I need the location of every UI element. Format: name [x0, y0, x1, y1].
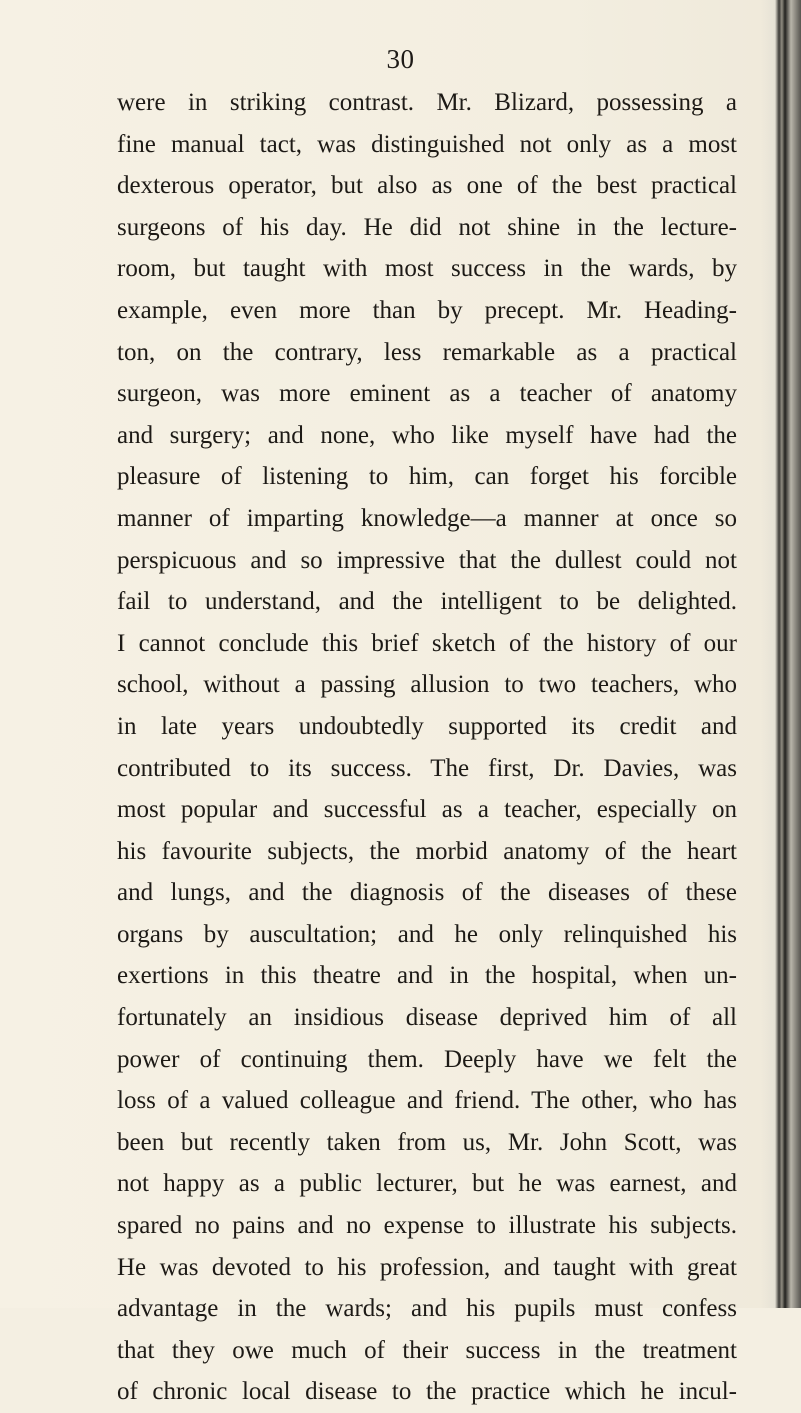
text-line: room, but taught with most success in the wards, by [117, 255, 737, 283]
page-number: 30 [386, 44, 415, 74]
text-line: dexterous operator, but also as one of the best practical [117, 172, 737, 200]
text-line: power of continuing them. Deeply have we felt the [117, 1045, 737, 1073]
body-text [117, 82, 737, 1413]
text-line: contributed to its success. The first, Dr. Davies, was [117, 754, 737, 782]
text-line: been but recently taken from us, Mr. John Scott, was [117, 1128, 737, 1156]
text-line: and lungs, and the diagnosis of the diseases of these [117, 879, 737, 907]
text-line: spared no pains and no expense to illustrate his subjects. [117, 1212, 737, 1240]
text-line: not happy as a public lecturer, but he was earnest, and [117, 1170, 737, 1198]
text-line: pleasure of listening to him, can forget his forcible [117, 463, 737, 491]
text-line: that they owe much of their success in the treatment [117, 1336, 737, 1364]
text-line: I cannot conclude this brief sketch of the history of our [117, 629, 737, 657]
text-line: fine manual tact, was distinguished not only as a most [117, 130, 737, 158]
text-line: exertions in this theatre and in the hospital, when un- [117, 962, 737, 990]
text-line: loss of a valued colleague and friend. The other, who has [117, 1087, 737, 1115]
text-line: He was devoted to his profession, and taught with great [117, 1253, 737, 1281]
text-line: of chronic local disease to the practice which he incul- [117, 1378, 737, 1406]
text-line: fail to understand, and the intelligent to be delighted. [117, 588, 737, 616]
text-line: manner of imparting knowledge—a manner at once so [117, 504, 737, 532]
text-line: his favourite subjects, the morbid anatomy of the heart [117, 837, 737, 865]
text-line: perspicuous and so impressive that the dullest could not [117, 546, 737, 574]
text-line: school, without a passing allusion to two teachers, who [117, 671, 737, 699]
page-edge-shadow [761, 0, 801, 1308]
text-line: surgeon, was more eminent as a teacher of anatomy [117, 380, 737, 408]
text-line: most popular and successful as a teacher, especially on [117, 796, 737, 824]
text-line: fortunately an insidious disease deprived him of all [117, 1004, 737, 1032]
text-line: in late years undoubtedly supported its credit and [117, 712, 737, 740]
text-line: and surgery; and none, who like myself have had the [117, 421, 737, 449]
text-line: example, even more than by precept. Mr. Heading- [117, 296, 737, 324]
text-line: surgeons of his day. He did not shine in the lecture- [117, 213, 737, 241]
text-line: organs by auscultation; and he only relinquished his [117, 920, 737, 948]
text-line: were in striking contrast. Mr. Blizard, possessing a [117, 89, 737, 116]
text-line: advantage in the wards; and his pupils must confess [117, 1295, 737, 1323]
text-line: ton, on the contrary, less remarkable as a practical [117, 338, 737, 366]
